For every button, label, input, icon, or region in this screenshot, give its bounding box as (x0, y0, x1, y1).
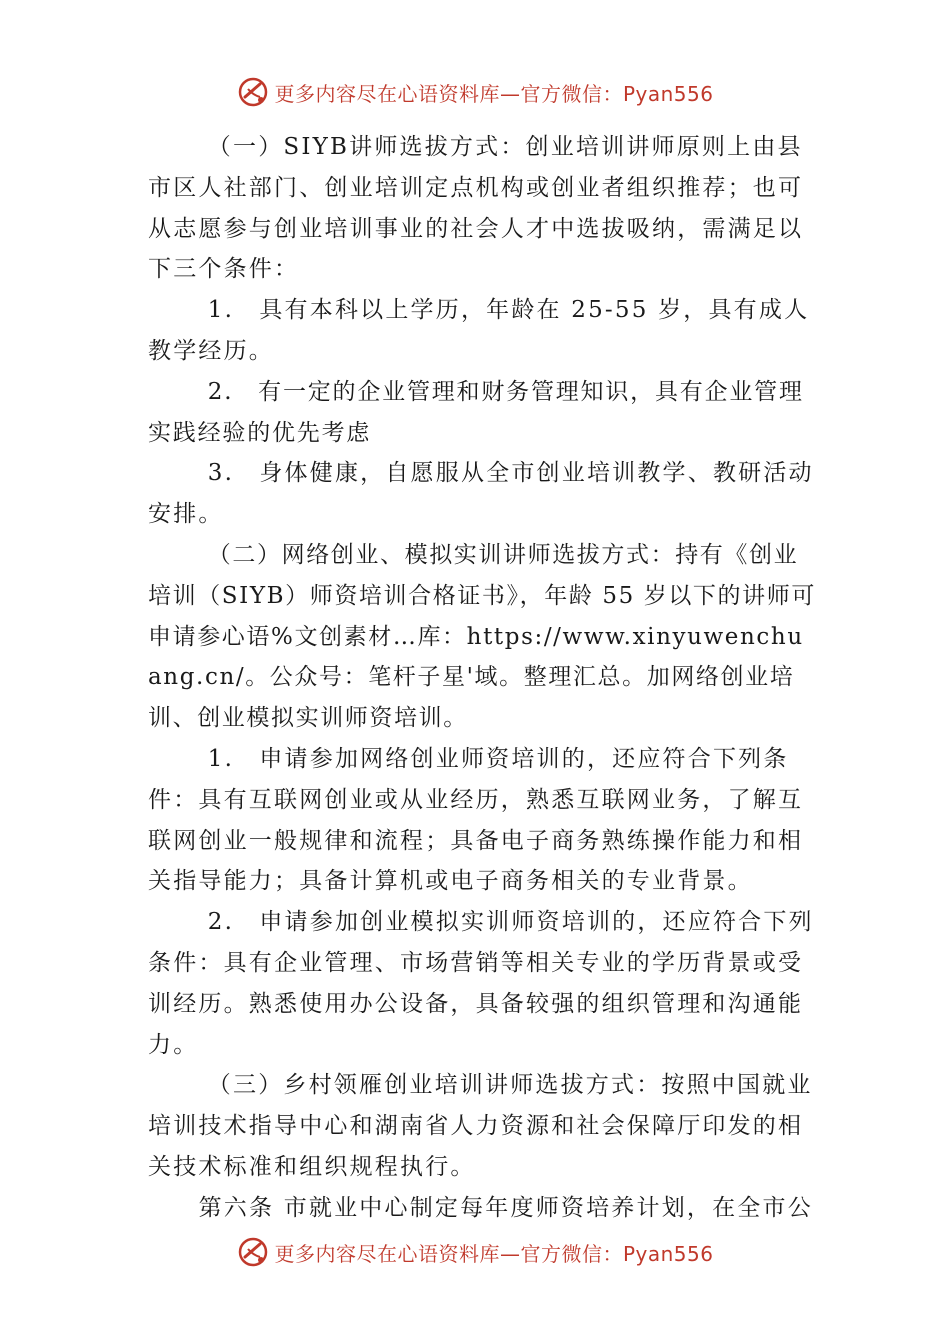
list-item-network-2: 2. 申请参加创业模拟实训师资培训的，还应符合下列条件：具有企业管理、市场营销等相关专业的学历背景或受训经历。熟悉使用办公设备，具备较强的组织管理和沟通能力。 (148, 909, 814, 1058)
paragraph-network: （二）网络创业、模拟实训讲师选拔方式：持有《创业培训（SIYB）师资培训合格证书》，年龄 55 岁以下的讲师可申请参心语%文创素材…库：https://www.xinyuwenchuang.cn/。公众号：笔杆子星'域。整理汇总。加网络创业培训、创业模拟实训师资培训。 (148, 541, 816, 732)
header-banner (0, 72, 950, 112)
list-item-network-1: 1. 申请参加网络创业师资培训的，还应符合下列条件：具有互联网创业或从业经历，熟悉互联网业务，了解互联网创业一般规律和流程；具备电子商务熟练操作能力和相关指导能力；具备计算机或电子商务相关的专业背景。 (148, 745, 804, 895)
logo-icon (236, 1235, 270, 1269)
list-item-2: 2. 有一定的企业管理和财务管理知识，具有企业管理实践经验的优先考虑 (148, 378, 804, 446)
logo-icon (236, 75, 270, 109)
article-six: 第六条 市就业中心制定每年度师资培养计划，在全市公 (198, 1194, 813, 1221)
footer-banner (0, 1232, 950, 1272)
list-item-3: 3. 身体健康，自愿服从全市创业培训教学、教研活动安排。 (148, 460, 814, 528)
list-item-1: 1. 具有本科以上学历，年龄在 25-55 岁，具有成人教学经历。 (148, 297, 810, 364)
paragraph-siyb: （一）SIYB讲师选拔方式：创业培训讲师原则上由县市区人社部门、创业培训定点机构或创业者组织推荐；也可从志愿参与创业培训事业的社会人才中选拔吸纳，需满足以下三个条件： (148, 134, 804, 283)
paragraph-rural: （三）乡村领雁创业培训讲师选拔方式：按照中国就业培训技术指导中心和湖南省人力资源和社会保障厅印发的相关技术标准和组织规程执行。 (148, 1072, 813, 1180)
document-body (148, 127, 818, 1229)
footer-banner-text: 更多内容尽在心语资料库—官方微信：Pyan556 (274, 1241, 714, 1266)
header-banner-text: 更多内容尽在心语资料库—官方微信：Pyan556 (274, 81, 714, 106)
